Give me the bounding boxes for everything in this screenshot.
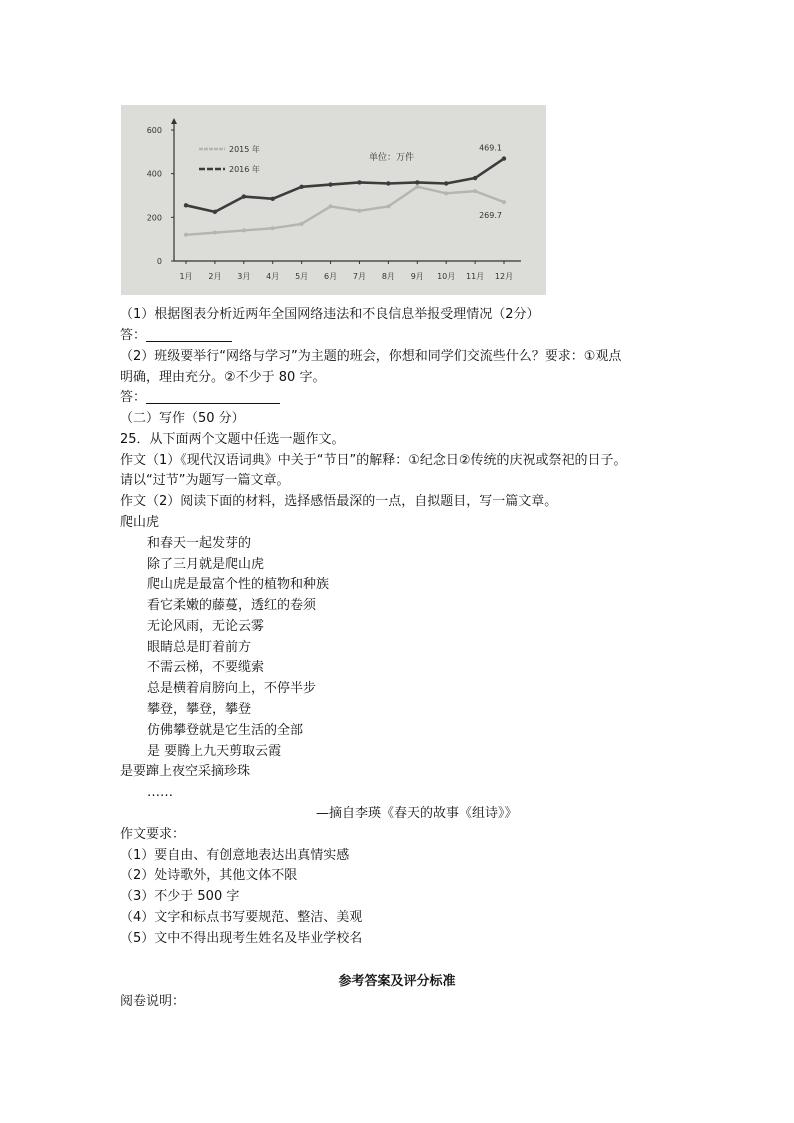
data-point bbox=[328, 182, 332, 186]
x-tick-label: 1月 bbox=[179, 272, 193, 281]
essay-2: 作文（2）阅读下面的材料，选择感悟最深的一点，自拟题目，写一篇文章。 bbox=[120, 494, 558, 509]
data-point bbox=[329, 204, 333, 208]
question-2-line-1: （2）班级要举行“网络与学习”为主题的班会，你想和同学们交流些什么？要求：①观点 bbox=[120, 349, 622, 364]
data-point bbox=[444, 181, 448, 185]
y-tick-label: 0 bbox=[156, 257, 162, 266]
poem-line: 不需云梯，不要缆索 bbox=[147, 660, 265, 675]
end-value-label: 269.7 bbox=[479, 211, 502, 221]
poem-title: 爬山虎 bbox=[120, 515, 160, 530]
data-point bbox=[357, 209, 361, 213]
end-value-label: 469.1 bbox=[479, 143, 502, 153]
question-2-line-2: 明确，理由充分。②不少于 80 字。 bbox=[120, 370, 326, 385]
question-1: （1）根据图表分析近两年全国网络违法和不良信息举报受理情况（2分） bbox=[120, 307, 540, 322]
x-tick-label: 12月 bbox=[494, 272, 514, 281]
data-point bbox=[473, 189, 477, 193]
series-line bbox=[186, 187, 504, 235]
poem-last-line: 是要蹿上夜空采摘珍珠 bbox=[120, 764, 251, 779]
data-point bbox=[271, 226, 275, 230]
data-point bbox=[415, 180, 419, 184]
poem-line: 是 要腾上九天剪取云霞 bbox=[147, 744, 282, 759]
y-axis-arrow bbox=[171, 118, 177, 124]
data-point bbox=[184, 233, 188, 237]
answer-blank-2[interactable] bbox=[146, 389, 280, 404]
x-tick-label: 7月 bbox=[352, 272, 367, 281]
answer-label-2: 答： bbox=[120, 390, 147, 405]
y-ticks bbox=[147, 126, 174, 266]
data-point bbox=[213, 231, 217, 235]
x-categories bbox=[179, 261, 513, 281]
reading-note: 阅卷说明： bbox=[120, 994, 186, 1009]
y-tick-label: 400 bbox=[146, 169, 162, 179]
x-tick-label: 4月 bbox=[266, 272, 280, 281]
legend-label: 2015 年 bbox=[229, 145, 260, 154]
data-point bbox=[386, 204, 390, 208]
data-point bbox=[502, 200, 506, 204]
poem-source: —摘自李瑛《春天的故事《组诗》》 bbox=[316, 806, 518, 821]
requirement-item: （3）不少于 500 字 bbox=[120, 889, 240, 904]
poem-line: 除了三月就是爬山虎 bbox=[147, 557, 265, 572]
data-point bbox=[357, 180, 361, 184]
section-heading: （二）写作（50 分） bbox=[120, 411, 245, 426]
data-point bbox=[242, 194, 246, 198]
answer-line-1 bbox=[120, 326, 232, 346]
y-tick-label: 200 bbox=[146, 213, 162, 223]
answer-label-1: 答： bbox=[120, 328, 147, 343]
x-tick-label: 6月 bbox=[323, 272, 338, 281]
chart-legend bbox=[199, 144, 260, 174]
poem-line: 总是横着肩膀向上，不停半步 bbox=[147, 681, 317, 696]
data-point bbox=[299, 185, 303, 189]
data-point bbox=[242, 228, 246, 232]
poem-line: 攀登，攀登，攀登 bbox=[147, 702, 252, 717]
poem-line: 眼睛总是盯着前方 bbox=[147, 640, 252, 655]
essay-1-line-1: 作文（1）《现代汉语词典》中关于“节日”的解释：①纪念日②传统的庆祝或祭祀的日子。 bbox=[120, 453, 627, 468]
requirement-item: （5）文中不得出现考生姓名及毕业学校名 bbox=[120, 931, 363, 946]
data-point bbox=[184, 203, 188, 207]
poem-line: 看它柔嫩的藤蔓，透红的卷须 bbox=[147, 598, 317, 613]
data-point bbox=[444, 191, 448, 195]
poem-line: 无论风雨，无论云雾 bbox=[147, 619, 265, 634]
series-lines bbox=[184, 144, 506, 237]
answer-blank-1[interactable] bbox=[146, 327, 232, 342]
poem-line: 仿佛攀登就是它生活的全部 bbox=[147, 723, 304, 738]
answer-line-2 bbox=[120, 388, 280, 408]
data-point bbox=[502, 156, 506, 160]
requirement-item: （1）要自由、有创意地表达出真情实感 bbox=[120, 848, 350, 863]
data-point bbox=[386, 181, 390, 185]
poem-line: 爬山虎是最富个性的植物和种族 bbox=[147, 577, 330, 592]
y-tick-label: 600 bbox=[146, 126, 162, 135]
x-tick-label: 3月 bbox=[237, 272, 251, 281]
data-point bbox=[213, 210, 217, 214]
answers-title: 参考答案及评分标准 bbox=[338, 974, 456, 989]
chart-axes bbox=[171, 118, 521, 261]
legend-label: 2016 年 bbox=[229, 165, 260, 174]
poem-line: 和春天一起发芽的 bbox=[147, 536, 252, 551]
x-tick-label: 10月 bbox=[437, 272, 456, 281]
poem-ellipsis: …… bbox=[147, 785, 173, 800]
x-tick-label: 9月 bbox=[410, 272, 424, 281]
chart-svg bbox=[121, 105, 546, 295]
data-point bbox=[271, 197, 275, 201]
requirements-title: 作文要求： bbox=[120, 827, 186, 842]
x-tick-label: 2月 bbox=[208, 272, 222, 281]
requirement-item: （4）文字和标点书写要规范、整洁、美观 bbox=[120, 910, 363, 925]
data-point bbox=[473, 176, 477, 180]
question-25: 25．从下面两个文题中任选一题作文。 bbox=[120, 432, 345, 447]
line-chart bbox=[121, 105, 546, 295]
x-tick-label: 11月 bbox=[465, 272, 485, 281]
essay-1-line-2: 请以“过节”为题写一篇文章。 bbox=[120, 473, 290, 488]
unit-note: 单位：万件 bbox=[369, 153, 415, 163]
data-point bbox=[300, 222, 304, 226]
requirement-item: （2）处诗歌外，其他文体不限 bbox=[120, 868, 298, 883]
x-tick-label: 8月 bbox=[381, 272, 395, 281]
x-tick-label: 5月 bbox=[295, 272, 309, 281]
data-point bbox=[415, 185, 419, 189]
